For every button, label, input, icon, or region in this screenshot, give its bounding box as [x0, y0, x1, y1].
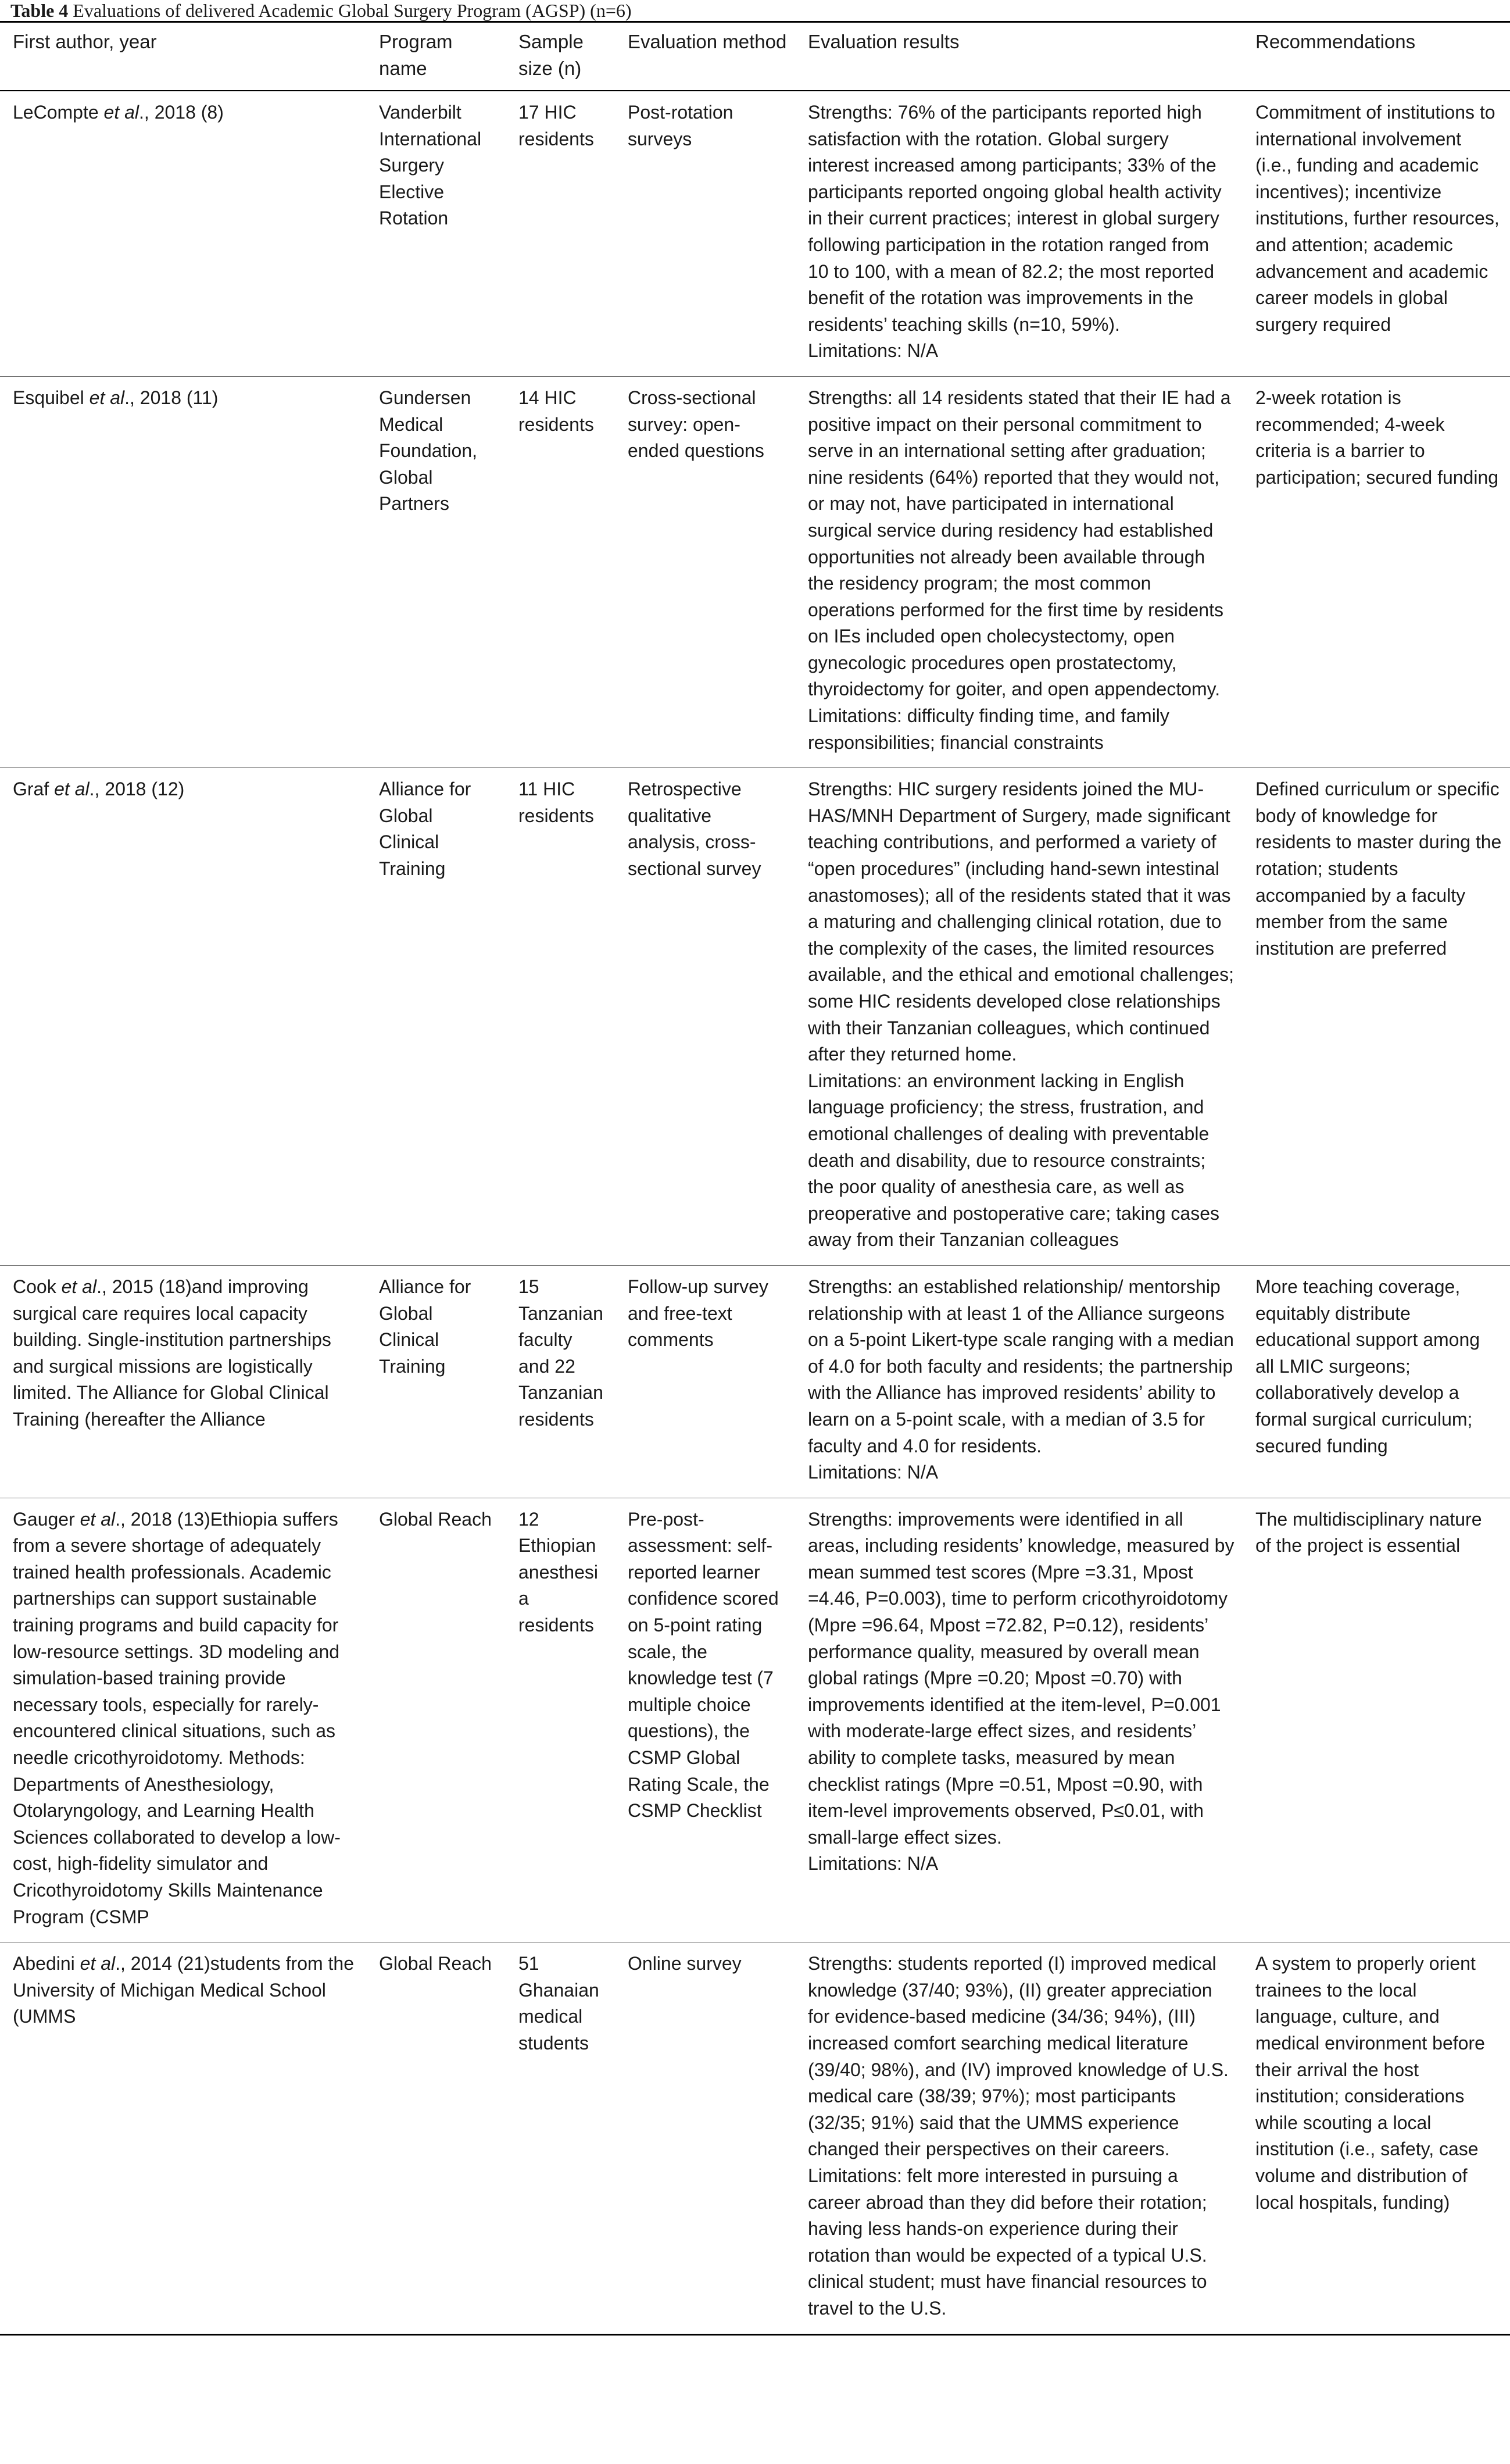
cell-results: [795, 91, 1243, 376]
cell-method: Post-rotation surveys: [615, 91, 795, 376]
cell-sample: 14 HIC residents: [506, 376, 615, 767]
header-recommendations: Recommendations: [1255, 31, 1416, 52]
author-rest: ., 2014 (21)students from the University of Michigan Medical School (UMMS: [13, 1953, 355, 2027]
cell-method: Retrospective qualitative analysis, cross-sectional survey: [615, 768, 795, 1266]
author-name: Graf: [13, 779, 55, 800]
cell-sample: 17 HIC residents: [506, 91, 615, 376]
result-strengths: Strengths: an established relationship/ mentorship relationship with at least 1 of the Alliance surgeons on a 5-point Likert-type scale ranging with a median of 4.0 for both faculty and residents; the partnership with the Alliance has improved residents’ ability to learn on a 5-point scale, with a median of 3.5 for faculty and 4.0 for residents.: [808, 1276, 1234, 1456]
table-caption: [0, 0, 1510, 21]
author-name: Cook: [13, 1276, 62, 1297]
cell-method: Cross-sectional survey: open-ended questions: [615, 376, 795, 767]
cell-recommendations: Commitment of institutions to international involvement (i.e., funding and academic incentives); incentivize institutions, further resources, and attention; academic advancement and academic career models in global surgery required: [1243, 91, 1510, 376]
cell-results: [795, 1942, 1243, 2334]
result-limitations: Limitations: difficulty finding time, and family responsibilities; financial constraints: [808, 705, 1169, 753]
cell-results: [795, 1498, 1243, 1942]
cell-program: Global Reach: [366, 1498, 506, 1942]
cell-author: [0, 1942, 366, 2334]
table-title: Evaluations of delivered Academic Global Surgery Program (AGSP) (n=6): [68, 0, 632, 21]
cell-sample: 15 Tanzanian faculty and 22 Tanzanian residents: [506, 1265, 615, 1498]
header-method: Evaluation method: [628, 31, 787, 52]
cell-recommendations: Defined curriculum or specific body of knowledge for residents to master during the rotation; students accompanied by a faculty member from the same institution are preferred: [1243, 768, 1510, 1266]
cell-sample: 11 HIC residents: [506, 768, 615, 1266]
author-rest: ., 2015 (18)and improving surgical care requires local capacity building. Single-institution partnerships and surgical missions are logistically limited. The Alliance for Global Clinical Training (hereafter the Alliance: [13, 1276, 331, 1430]
result-strengths: Strengths: students reported (I) improved medical knowledge (37/40; 93%), (II) greater appreciation for evidence-based medicine (34/36; 94%), (III) increased comfort searching medical literature (39/40; 98%), and (IV) improved knowledge of U.S. medical care (38/39; 97%); most participants (32/35; 91%) said that the UMMS experience changed their perspectives on their careers.: [808, 1953, 1229, 2160]
cell-program: Alliance for Global Clinical Training: [366, 768, 506, 1266]
cell-results: [795, 1265, 1243, 1498]
header-program: Program name: [379, 31, 453, 79]
author-rest: ., 2018 (13)Ethiopia suffers from a severe shortage of adequately trained health professionals. Academic partnerships can support sustainable training programs and build capacity for low-resource settings. 3D modeling and simulation-based training provide necessary tools, especially for rarely-encountered clinical situations, such as needle cricothyroidotomy. Methods: Departments of Anesthesiology, Otolaryngology, and Learning Health Sciences collaborated to develop a low-cost, high-fidelity simulator and Cricothyroidotomy Skills Maintenance Program (CSMP: [13, 1508, 341, 1927]
cell-program: Global Reach: [366, 1942, 506, 2334]
table-body: [0, 91, 1510, 2334]
cell-method: Online survey: [615, 1942, 795, 2334]
result-strengths: Strengths: HIC surgery residents joined the MU-HAS/MNH Department of Surgery, made significant teaching contributions, and performed a variety of “open procedures” (including hand-sewn intestinal anastomoses); all of the residents stated that it was a maturing and challenging clinical rotation, due to the complexity of the cases, the limited resources available, and the ethical and emotional challenges; some HIC residents developed close relationships with their Tanzanian colleagues, which continued after they returned home.: [808, 779, 1234, 1065]
author-etal: et al: [80, 1508, 116, 1530]
author-etal: et al: [54, 779, 90, 800]
table-row: [0, 1942, 1510, 2334]
header-results: Evaluation results: [808, 31, 960, 52]
cell-results: [795, 768, 1243, 1266]
cell-recommendations: The multidisciplinary nature of the project is essential: [1243, 1498, 1510, 1942]
table-header: [0, 22, 1510, 91]
cell-program: Alliance for Global Clinical Training: [366, 1265, 506, 1498]
author-name: Abedini: [13, 1953, 80, 1974]
table-label: Table 4: [10, 0, 69, 21]
result-strengths: Strengths: improvements were identified in all areas, including residents’ knowledge, measured by mean summed test scores (Mpre =3.31, Mpost =4.46, P=0.003), time to perform cricothyroidotomy (Mpre =96.64, Mpost =72.82, P=0.12), residents’ performance quality, measured by overall mean global ratings (Mpre =0.20; Mpost =0.70) with improvements identified at the item-level, P=0.001 with moderate-large effect sizes, and residents’ ability to complete tasks, measured by mean checklist ratings (Mpre =0.51, Mpost =0.90, with item-level improvements observed, P≤0.01, with small-large effect sizes.: [808, 1508, 1235, 1848]
author-rest: ., 2018 (12): [89, 779, 185, 800]
cell-author: [0, 91, 366, 376]
author-rest: ., 2018 (8): [139, 102, 224, 123]
result-strengths: Strengths: 76% of the participants reported high satisfaction with the rotation. Global surgery interest increased among participants; 33% of the participants reported ongoing global health activity in their current practices; interest in global surgery following participation in the rotation ranged from 10 to 100, with a mean of 82.2; the most reported benefit of the rotation was improvements in the residents’ teaching skills (n=10, 59%).: [808, 102, 1222, 335]
author-etal: et al: [80, 1953, 116, 1974]
author-etal: et al: [89, 387, 125, 408]
author-name: Gauger: [13, 1508, 80, 1530]
result-limitations: Limitations: an environment lacking in English language proficiency; the stress, frustration, and emotional challenges of dealing with preventable death and disability, due to resource constraints; the poor quality of anesthesia care, as well as preoperative and postoperative care; taking cases away from their Tanzanian colleagues: [808, 1070, 1219, 1251]
header-sample: Sample size (n): [518, 31, 584, 79]
table-row: [0, 1265, 1510, 1498]
cell-author: [0, 376, 366, 767]
cell-method: Pre-post-assessment: self-reported learner confidence scored on 5-point rating scale, the knowledge test (7 multiple choice questions), the CSMP Global Rating Scale, the CSMP Checklist: [615, 1498, 795, 1942]
author-name: Esquibel: [13, 387, 90, 408]
table-row: [0, 91, 1510, 376]
cell-recommendations: 2-week rotation is recommended; 4-week criteria is a barrier to participation; secured funding: [1243, 376, 1510, 767]
result-limitations: Limitations: N/A: [808, 340, 939, 362]
cell-author: [0, 1265, 366, 1498]
result-limitations: Limitations: N/A: [808, 1462, 939, 1483]
cell-author: [0, 1498, 366, 1942]
author-rest: ., 2018 (11): [124, 387, 219, 408]
author-etal: et al: [103, 102, 139, 123]
cell-recommendations: A system to properly orient trainees to the local language, culture, and medical environment before their arrival the host institution; considerations while scouting a local institution (i.e., safety, case volume and distribution of local hospitals, funding): [1243, 1942, 1510, 2334]
result-limitations: Limitations: N/A: [808, 1853, 939, 1874]
cell-sample: 12 Ethiopian anesthesia residents: [506, 1498, 615, 1942]
result-strengths: Strengths: all 14 residents stated that their IE had a positive impact on their personal commitment to serve in an international setting after graduation; nine residents (64%) reported that they would not, or may not, have participated in international surgical service during residency had established opportunities not already been available through the residency program; the most common operations performed for the first time by residents on IEs included open cholecystectomy, open gynecologic procedures open prostatectomy, thyroidectomy for goiter, and open appendectomy.: [808, 387, 1231, 700]
result-limitations: Limitations: felt more interested in pursuing a career abroad than they did before their rotation; having less hands-on experience during their rotation than would be expected of a typical U.S. clinical student; must have financial resources to travel to the U.S.: [808, 2165, 1207, 2319]
header-row: [0, 22, 1510, 91]
cell-results: [795, 376, 1243, 767]
cell-program: Vanderbilt International Surgery Elective Rotation: [366, 91, 506, 376]
evaluations-table: [0, 21, 1510, 2336]
table-row: [0, 768, 1510, 1266]
table-row: [0, 376, 1510, 767]
cell-author: [0, 768, 366, 1266]
cell-method: Follow-up survey and free-text comments: [615, 1265, 795, 1498]
cell-sample: 51 Ghanaian medical students: [506, 1942, 615, 2334]
author-etal: et al: [61, 1276, 97, 1297]
author-name: LeCompte: [13, 102, 104, 123]
header-author: First author, year: [13, 31, 157, 52]
table-row: [0, 1498, 1510, 1942]
cell-recommendations: More teaching coverage, equitably distribute educational support among all LMIC surgeons; collaboratively develop a formal surgical curriculum; secured funding: [1243, 1265, 1510, 1498]
cell-program: Gundersen Medical Foundation, Global Partners: [366, 376, 506, 767]
